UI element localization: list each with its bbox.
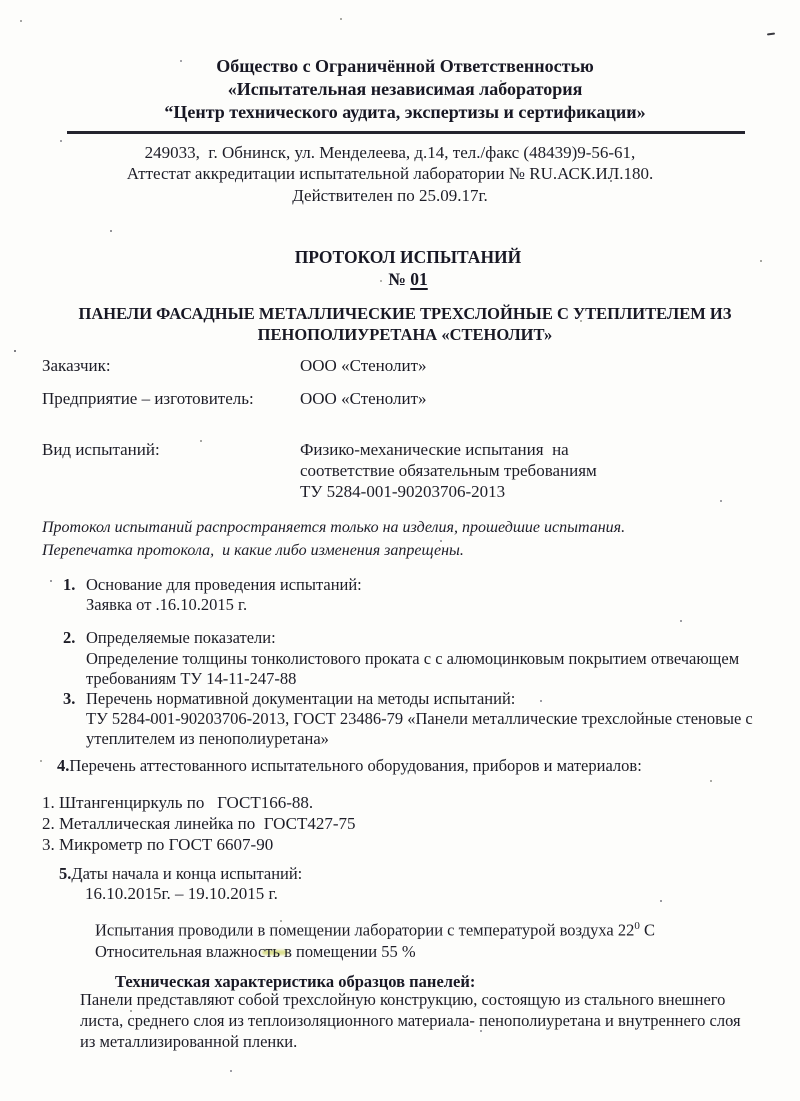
section-5-title: Даты начала и конца испытаний: bbox=[71, 864, 303, 883]
manufacturer-value: ООО «Стенолит» bbox=[300, 389, 427, 408]
item-3-number: 3. bbox=[63, 689, 76, 709]
equipment-item-2: 2. Металлическая линейка по ГОСТ427-75 bbox=[42, 814, 356, 833]
list-item-2 bbox=[63, 628, 755, 689]
list-item-3 bbox=[63, 689, 755, 750]
tech-characteristics-heading: Техническая характеристика образцов панелей: bbox=[115, 972, 476, 991]
org-name-line2: «Испытательная независимая лаборатория bbox=[227, 79, 583, 99]
temperature-text: Испытания проводили в помещении лаборатории с температурой воздуха 22 bbox=[95, 920, 635, 940]
subject-title-line2: ПЕНОПОЛИУРЕТАНА «СТЕНОЛИТ» bbox=[257, 325, 553, 344]
list-gap bbox=[63, 615, 755, 628]
protocol-title: ПРОТОКОЛ ИСПЫТАНИЙ bbox=[294, 247, 522, 267]
disclaimer-block bbox=[42, 517, 625, 562]
org-name-line1: Общество с Ограничённой Ответственностью bbox=[216, 56, 594, 76]
temperature-unit: С bbox=[639, 920, 656, 940]
section-4-title: Перечень аттестованного испытательного оборудования, приборов и материалов: bbox=[69, 756, 642, 775]
customer-value: ООО «Стенолит» bbox=[300, 356, 427, 375]
protocol-number: 01 bbox=[410, 269, 428, 289]
subject-title bbox=[10, 303, 800, 345]
item-3-body: ТУ 5284-001-90203706-2013, ГОСТ 23486-79 «Панели металлические трехслойные стеновые с утеплителем из пенополиуретана» bbox=[86, 709, 753, 749]
equipment-item-1: 1. Штангенциркуль по ГОСТ166-88. bbox=[42, 793, 314, 812]
item-2-body: Определение толщины тонколистового проката с с алюмоцинковым покрытием отвечающем требованиям ТУ 14-11-247-88 bbox=[86, 648, 740, 688]
test-type-value bbox=[300, 440, 597, 502]
numbered-list bbox=[63, 575, 755, 750]
test-dates: 16.10.2015г. – 19.10.2015 г. bbox=[85, 884, 278, 903]
org-name-line3: “Центр технического аудита, экспертизы и сертификации» bbox=[164, 102, 646, 122]
manufacturer-label: Предприятие – изготовитель: bbox=[42, 389, 254, 408]
test-type-line3: ТУ 5284-001-90203706-2013 bbox=[300, 481, 506, 501]
condition-temperature bbox=[95, 916, 655, 941]
subject-title-line1: ПАНЕЛИ ФАСАДНЫЕ МЕТАЛЛИЧЕСКИЕ ТРЕХСЛОЙНЫЕ С УТЕПЛИТЕЛЕМ ИЗ bbox=[78, 304, 732, 323]
list-item-1 bbox=[63, 575, 755, 615]
section-5-heading bbox=[59, 864, 302, 884]
item-1-title: Основание для проведения испытаний: bbox=[86, 575, 362, 594]
protocol-number-line bbox=[16, 268, 800, 290]
test-conditions bbox=[95, 916, 655, 963]
equipment-list bbox=[42, 792, 356, 855]
protocol-title-block bbox=[16, 246, 800, 290]
condition-humidity: Относительная влажность в помещении 55 % bbox=[95, 942, 416, 961]
tech-characteristics-paragraph: Панели представляют собой трехслойную конструкцию, состоящую из стального внешнего листа, среднего слоя из теплоизоляционного материала- пенополиуретана и внутреннего слоя из металлизированной пленки. bbox=[80, 990, 741, 1051]
test-type-line1: Физико-механические испытания на bbox=[300, 440, 569, 459]
scan-noise-specks bbox=[20, 20, 22, 22]
manufacturer-row bbox=[42, 389, 427, 409]
disclaimer-line1: Протокол испытаний распространяется только на изделия, прошедшие испытания. bbox=[42, 519, 626, 536]
section-4-heading bbox=[57, 756, 767, 776]
item-1-number: 1. bbox=[63, 575, 76, 594]
protocol-number-prefix: № bbox=[388, 269, 411, 289]
disclaimer-line2: Перепечатка протокола, и какие либо изменения запрещены. bbox=[42, 541, 464, 559]
scan-dash-mark bbox=[767, 32, 775, 35]
item-1-body: Заявка от .16.10.2015 г. bbox=[86, 595, 248, 615]
item-2-title: Определяемые показатели: bbox=[86, 628, 276, 648]
section-5-number: 5. bbox=[59, 864, 72, 883]
item-1-text bbox=[86, 575, 755, 615]
customer-row bbox=[42, 356, 427, 376]
test-type-line2: соответствие обязательным требованиям bbox=[300, 460, 597, 480]
address-line: 249033, г. Обнинск, ул. Менделеева, д.14, тел./факс (48439)9-56-61, bbox=[144, 143, 636, 162]
item-3-title: Перечень нормативной документации на методы испытаний: bbox=[86, 689, 516, 709]
section-4-number: 4. bbox=[57, 756, 70, 775]
item-2-text bbox=[86, 628, 755, 689]
test-type-label: Вид испытаний: bbox=[42, 440, 160, 459]
temperature-superscript: 0 bbox=[634, 920, 640, 932]
accreditation-line: Аттестат аккредитации испытательной лаборатории № RU.АСК.ИЛ.180. bbox=[126, 164, 654, 184]
validity-line: Действителен по 25.09.17г. bbox=[292, 185, 488, 205]
equipment-item-3: 3. Микрометр по ГОСТ 6607-90 bbox=[42, 835, 274, 854]
customer-label: Заказчик: bbox=[42, 356, 111, 375]
item-3-text bbox=[86, 689, 755, 750]
test-type-row bbox=[42, 440, 597, 502]
contact-block bbox=[0, 142, 780, 206]
item-2-number: 2. bbox=[63, 628, 76, 648]
organization-header bbox=[10, 55, 800, 124]
header-divider-line bbox=[67, 131, 745, 134]
